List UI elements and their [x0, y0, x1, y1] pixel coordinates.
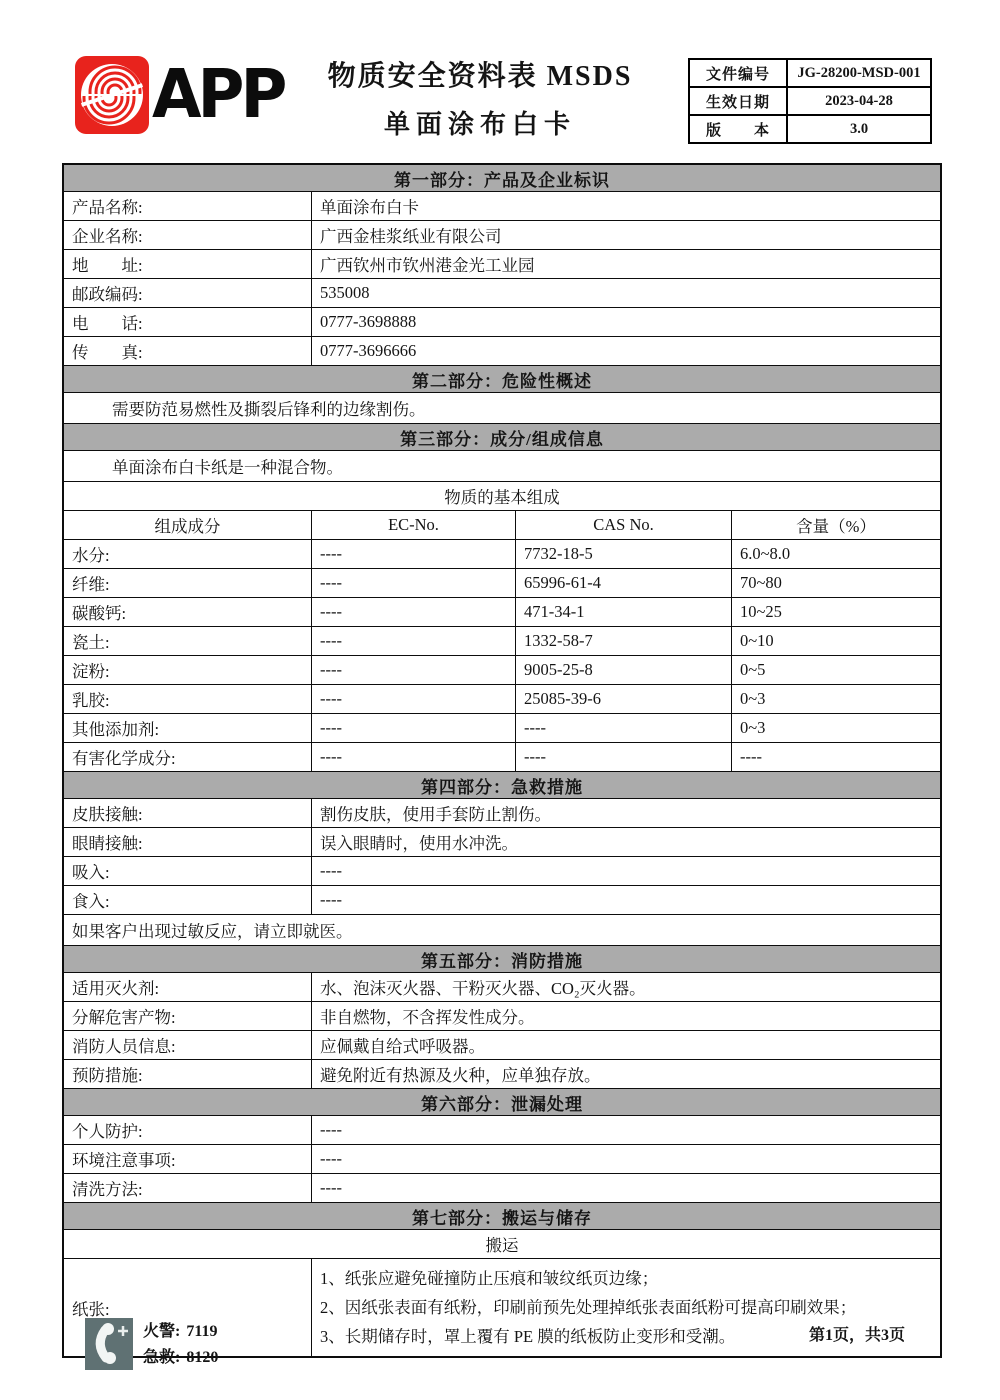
composition-cell: 1332-58-7	[516, 627, 732, 655]
composition-cell: 淀粉:	[64, 656, 312, 684]
doc-info-row	[690, 60, 930, 86]
composition-cell: 0~10	[740, 631, 774, 650]
composition-cell: ----	[312, 540, 516, 568]
composition-cell: ----	[312, 656, 516, 684]
table-row	[64, 972, 940, 1001]
msds-table	[62, 163, 942, 1358]
doc-number-label: 文件编号	[690, 60, 788, 86]
version-label: 版 本	[690, 116, 788, 142]
document-subtitle: 单面涂布白卡	[383, 110, 576, 139]
row-label-cell: 个人防护:	[64, 1116, 312, 1144]
section-header-row: 第二部分：危险性概述	[64, 365, 940, 392]
row-label-cell: 产品名称:	[64, 192, 312, 220]
table-row	[64, 742, 940, 771]
row-value-cell: ----	[320, 1178, 342, 1197]
row-label-cell: 电 话:	[64, 308, 312, 336]
row-label-cell: 皮肤接触:	[64, 799, 312, 827]
composition-cell: 70~80	[740, 573, 782, 592]
header-titles	[270, 54, 690, 141]
table-row	[64, 336, 940, 365]
row-value-cell: 单面涂布白卡	[320, 198, 419, 217]
table-row	[64, 568, 940, 597]
table-row: 物质的基本组成	[64, 481, 940, 510]
table-row	[64, 539, 940, 568]
effective-date-value: 2023-04-28	[825, 92, 893, 109]
doc-info-table	[688, 58, 932, 144]
composition-cell: 6.0~8.0	[740, 544, 791, 563]
doc-info-row	[690, 114, 930, 142]
composition-cell: ----	[312, 685, 516, 713]
composition-cell: 471-34-1	[516, 598, 732, 626]
table-row	[64, 1115, 940, 1144]
document-title: 物质安全资料表 MSDS	[327, 61, 633, 92]
effective-date-label: 生效日期	[690, 88, 788, 114]
row-value-cell: 0777-3698888	[320, 312, 417, 331]
composition-cell: 9005-25-8	[516, 656, 732, 684]
value-line: 2、因纸张表面有纸粉，印刷前预先处理掉纸张表面纸粉可提高印刷效果；	[320, 1298, 857, 1317]
composition-cell: ----	[312, 714, 516, 742]
app-logo-emblem	[74, 55, 150, 135]
composition-cell: ----	[312, 743, 516, 771]
row-value-cell: ----	[320, 1120, 342, 1139]
row-label-cell: 食入:	[64, 886, 312, 914]
composition-cell: 0~5	[740, 660, 766, 679]
table-row	[64, 278, 940, 307]
row-value-cell: ----	[320, 861, 342, 880]
table-row	[64, 1144, 940, 1173]
first-aid-label: 急救:	[143, 1349, 181, 1366]
section-header-row: 第七部分：搬运与储存	[64, 1202, 940, 1229]
composition-cell: ----	[312, 598, 516, 626]
value-line: 1、纸张应避免碰撞防止压痕和皱纹纸页边缘；	[320, 1269, 659, 1288]
section-header-row: 第四部分：急救措施	[64, 771, 940, 798]
row-label-cell: 预防措施:	[64, 1060, 312, 1088]
composition-cell: 乳胶:	[64, 685, 312, 713]
row-value-cell: ----	[320, 1149, 342, 1168]
section-header-row: 第一部分：产品及企业标识	[64, 165, 940, 191]
table-row: 单面涂布白卡纸是一种混合物。	[64, 450, 940, 481]
row-value-cell: 避免附近有热源及火种，应单独存放。	[320, 1066, 601, 1085]
composition-cell: 碳酸钙:	[64, 598, 312, 626]
fire-alarm-number: 7119	[186, 1323, 218, 1340]
table-row	[64, 220, 940, 249]
composition-cell: ----	[516, 743, 732, 771]
row-label-cell: 吸入:	[64, 857, 312, 885]
column-header-cell: CAS No.	[516, 511, 732, 539]
row-label-cell: 邮政编码:	[64, 279, 312, 307]
value-line: 3、长期储存时，罩上覆有 PE 膜的纸板防止变形和受潮。	[320, 1327, 736, 1346]
column-header-cell: EC-No.	[312, 511, 516, 539]
composition-cell: 纤维:	[64, 569, 312, 597]
row-value-cell: 割伤皮肤，使用手套防止割伤。	[320, 805, 551, 824]
composition-cell: 65996-61-4	[516, 569, 732, 597]
table-row	[64, 1030, 940, 1059]
row-label-cell: 适用灭火剂:	[64, 973, 312, 1001]
row-value-cell: 应佩戴自给式呼吸器。	[320, 1037, 485, 1056]
table-row	[64, 307, 940, 336]
section-header-row: 第三部分：成分/组成信息	[64, 423, 940, 450]
row-value-cell: 0777-3696666	[320, 341, 417, 360]
row-label-cell: 分解危害产物:	[64, 1002, 312, 1030]
doc-info-row	[690, 86, 930, 114]
composition-cell: 0~3	[740, 689, 766, 708]
row-value-cell: 广西金桂浆纸业有限公司	[320, 227, 502, 246]
table-row	[64, 191, 940, 220]
first-aid-number: 8120	[186, 1349, 219, 1366]
composition-cell: 10~25	[740, 602, 782, 621]
composition-cell: ----	[516, 714, 732, 742]
row-label-cell: 传 真:	[64, 337, 312, 365]
table-row	[64, 1001, 940, 1030]
first-aid-line	[143, 1345, 218, 1371]
table-row	[64, 885, 940, 914]
table-row	[64, 655, 940, 684]
row-value-cell: 广西钦州市钦州港金光工业园	[320, 256, 535, 275]
row-value-cell: 水、泡沫灭火器、干粉灭火器、CO₂灭火器。	[320, 979, 646, 998]
table-row	[64, 713, 940, 742]
row-value-cell: 非自燃物，不含挥发性成分。	[320, 1008, 535, 1027]
row-label-cell: 企业名称:	[64, 221, 312, 249]
table-row	[64, 626, 940, 655]
table-row: 如果客户出现过敏反应，请立即就医。	[64, 914, 940, 945]
table-row	[64, 1173, 940, 1202]
fire-alarm-label: 火警:	[143, 1323, 181, 1340]
doc-number-value: JG-28200-MSD-001	[797, 64, 921, 81]
table-row	[64, 798, 940, 827]
composition-cell: ----	[740, 747, 762, 766]
column-header-cell: 组成成分	[64, 511, 312, 539]
table-row	[64, 510, 940, 539]
row-value-cell: 535008	[320, 283, 370, 302]
row-label-cell: 纸张:	[64, 1259, 312, 1356]
table-row: 需要防范易燃性及撕裂后锋利的边缘割伤。	[64, 392, 940, 423]
app-logo-text: APP	[152, 56, 284, 134]
composition-cell: 有害化学成分:	[64, 743, 312, 771]
table-row	[64, 249, 940, 278]
composition-cell: 0~3	[740, 718, 766, 737]
emergency-numbers	[143, 1319, 218, 1371]
row-label-cell: 环境注意事项:	[64, 1145, 312, 1173]
table-row: 搬运	[64, 1229, 940, 1258]
composition-cell: ----	[312, 569, 516, 597]
composition-cell: 瓷土:	[64, 627, 312, 655]
table-row	[64, 597, 940, 626]
section-header-row: 第六部分：泄漏处理	[64, 1088, 940, 1115]
composition-cell: ----	[312, 627, 516, 655]
app-logo	[74, 55, 283, 135]
composition-cell: 25085-39-6	[516, 685, 732, 713]
table-row	[64, 1059, 940, 1088]
row-label-cell: 地 址:	[64, 250, 312, 278]
table-row	[64, 827, 940, 856]
row-label-cell: 消防人员信息:	[64, 1031, 312, 1059]
composition-cell: 水分:	[64, 540, 312, 568]
row-label-cell: 清洗方法:	[64, 1174, 312, 1202]
version-value: 3.0	[849, 120, 869, 137]
table-row	[64, 684, 940, 713]
section-header-row: 第五部分：消防措施	[64, 945, 940, 972]
row-label-cell: 眼睛接触:	[64, 828, 312, 856]
page-number: 第1页，共3页	[808, 1327, 905, 1344]
composition-cell: 7732-18-5	[516, 540, 732, 568]
table-row	[64, 856, 940, 885]
column-header-cell: 含量（%）	[796, 517, 876, 536]
row-value-cell: ----	[320, 890, 342, 909]
phone-icon	[85, 1318, 133, 1370]
row-value-cell: 误入眼睛时，使用水冲洗。	[320, 834, 518, 853]
fire-alarm-line	[143, 1319, 218, 1345]
composition-cell: 其他添加剂:	[64, 714, 312, 742]
